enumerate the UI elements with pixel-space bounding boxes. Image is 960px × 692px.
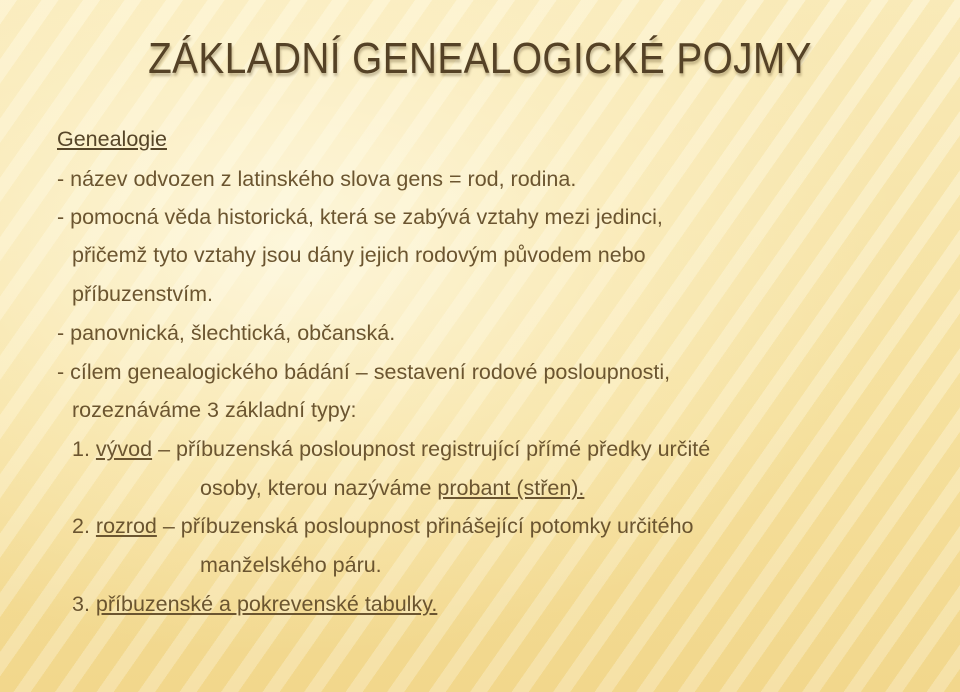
list-item-1-term: vývod [95, 437, 153, 461]
list-item-1-number: 1. [72, 437, 90, 461]
text-line-4: příbuzenstvím. [72, 282, 213, 306]
slide-title: ZÁKLADNÍ GENEALOGICKÉ POJMY [148, 34, 812, 83]
text-line-1: - název odvozen z latinského slova gens = rod, rodina. [57, 167, 577, 191]
list-item-2-term: rozrod [95, 514, 157, 538]
heading-text: Genealogie [57, 127, 167, 151]
list-item-2-number: 2. [72, 514, 90, 538]
list-item-2-text: – příbuzenská posloupnost přinášející potomky určitého [156, 514, 694, 538]
text-line-5: - panovnická, šlechtická, občanská. [57, 321, 396, 345]
text-line-6: - cílem genealogického bádání – sestavení rodové posloupnosti, [57, 360, 671, 384]
text-line-7: rozeznáváme 3 základní typy: [72, 398, 357, 422]
text-line-3: přičemž tyto vztahy jsou dány jejich rodovým původem nebo [72, 243, 646, 267]
list-item-2-continuation: manželského páru. [200, 553, 382, 577]
list-item-3-number: 3. [72, 592, 90, 616]
list-item-3 [72, 589, 437, 619]
list-item-1 [72, 434, 710, 464]
list-item-1-continuation [200, 473, 584, 503]
list-item-2 [72, 511, 693, 541]
list-item-1-cont-text: osoby, kterou nazýváme [200, 476, 438, 500]
list-item-3-term: příbuzenské a pokrevenské tabulky. [95, 592, 438, 616]
list-item-1-text: – příbuzenská posloupnost registrující přímé předky určité [152, 437, 711, 461]
list-item-1-probant: probant (střen). [437, 476, 585, 500]
text-line-2: - pomocná věda historická, která se zabývá vztahy mezi jedinci, [57, 205, 663, 229]
heading-genealogie [57, 124, 167, 154]
